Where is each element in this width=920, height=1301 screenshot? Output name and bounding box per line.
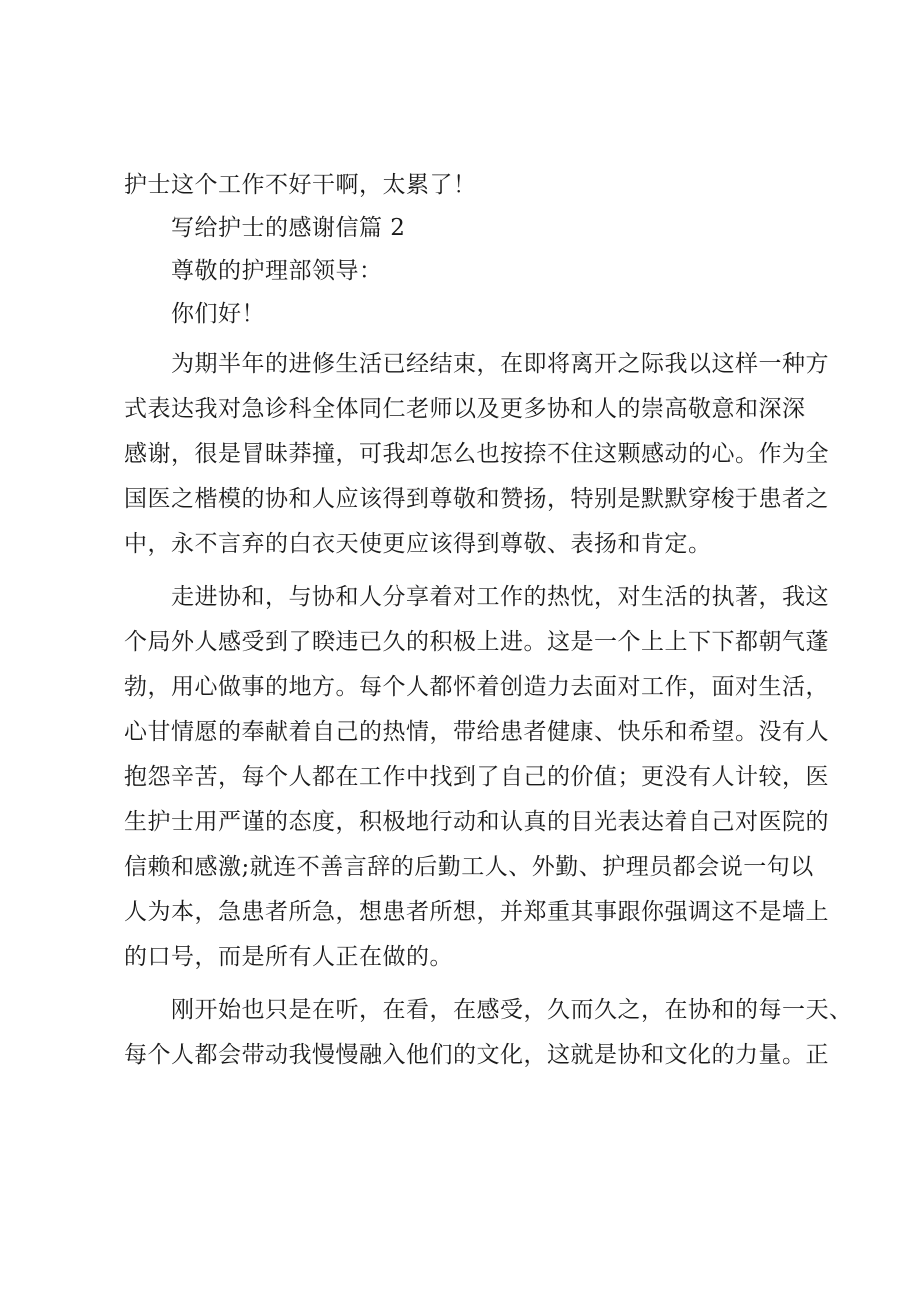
salutation: 尊敬的护理部领导： [171,258,383,284]
paragraph-1 [124,342,829,567]
paragraph-line: 国医之楷模的协和人应该得到尊敬和赞扬，特别是默默穿梭于患者之 [124,486,829,512]
paragraph-line: 中，永不言弃的白衣天使更应该得到尊敬、表扬和肯定。 [124,531,712,557]
paragraph-line: 的口号，而是所有人正在做的。 [124,944,453,970]
document-body [124,166,853,1078]
paragraph-3 [124,988,853,1078]
paragraph-line: 勃，用心做事的地方。每个人都怀着创造力去面对工作，面对生活， [124,674,829,700]
paragraph-line: 信赖和感激;就连不善言辞的后勤工人、外勤、护理员都会说一句以 [124,854,814,880]
section-title: 写给护士的感谢信篇 2 [171,215,406,241]
paragraph-line: 感谢，很是冒昧莽撞，可我却怎么也按捺不住这颗感动的心。作为全 [124,441,829,467]
paragraph-line: 为期半年的进修生活已经结束，在即将离开之际我以这样一种方 [171,351,829,377]
paragraph-line: 每个人都会带动我慢慢融入他们的文化，这就是协和文化的力量。正 [124,1042,829,1068]
greeting: 你们好！ [171,301,265,327]
paragraph-line: 式表达我对急诊科全体同仁老师以及更多协和人的崇高敬意和深深 [124,396,806,422]
paragraph-line: 抱怨辛苦，每个人都在工作中找到了自己的价值；更没有人计较，医 [124,764,829,790]
paragraph-line: 刚开始也只是在听，在看，在感受，久而久之，在协和的每一天、 [171,997,853,1023]
paragraph-line: 个局外人感受到了睽违已久的积极上进。这是一个上上下下都朝气蓬 [124,629,829,655]
paragraph-line: 生护士用严谨的态度，积极地行动和认真的目光表达着自己对医院的 [124,809,829,835]
paragraph-line: 人为本，急患者所急，想患者所想，并郑重其事跟你强调这不是墙上 [124,899,829,925]
top-line: 护士这个工作不好干啊，太累了！ [124,172,477,198]
paragraph-line: 走进协和，与协和人分享着对工作的热忱，对生活的执著，我这 [171,584,829,610]
paragraph-2 [124,575,829,980]
paragraph-line: 心甘情愿的奉献着自己的热情，带给患者健康、快乐和希望。没有人 [124,719,829,745]
